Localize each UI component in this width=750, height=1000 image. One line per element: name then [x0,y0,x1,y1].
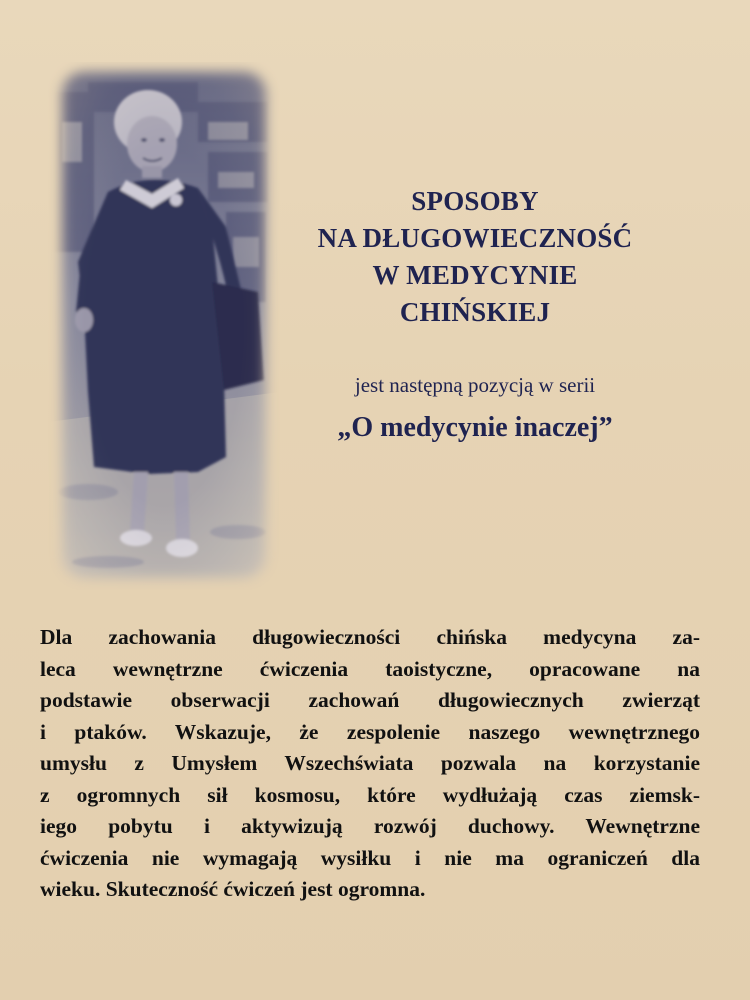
author-photo [48,62,280,590]
description-line: leca wewnętrzne ćwiczenia taoistyczne, opracowane na [40,656,700,681]
series-name: „O medycynie inaczej” [337,412,613,443]
description-paragraph [40,622,700,906]
book-title [270,183,680,331]
description-line: z ogromnych sił kosmosu, które wydłużają czas ziemsk- [40,782,700,807]
title-line: W MEDYCYNIE [372,260,578,290]
description-line: i ptaków. Wskazuje, że zespolenie naszego wewnętrznego [40,719,700,744]
title-line: NA DŁUGOWIECZNOŚĆ [317,223,633,253]
description-line: ćwiczenia nie wymagają wysiłku i nie ma ograniczeń dla [40,845,700,870]
description-line: Dla zachowania długowieczności chińska medycyna za- [40,625,700,649]
description-line: umysłu z Umysłem Wszechświata pozwala na korzystanie [40,751,700,775]
title-line: SPOSOBY [411,186,539,216]
description-line: podstawie obserwacji zachowań długowiecznych zwierząt [40,688,700,712]
description-line: wieku. Skuteczność ćwiczeń jest ogromna. [40,877,426,901]
series-intro: jest następną pozycją w serii [354,373,596,397]
title-line: CHIŃSKIEJ [399,297,551,327]
description-line: iego pobytu i aktywizują rozwój duchowy. Wewnętrzne [40,814,700,838]
